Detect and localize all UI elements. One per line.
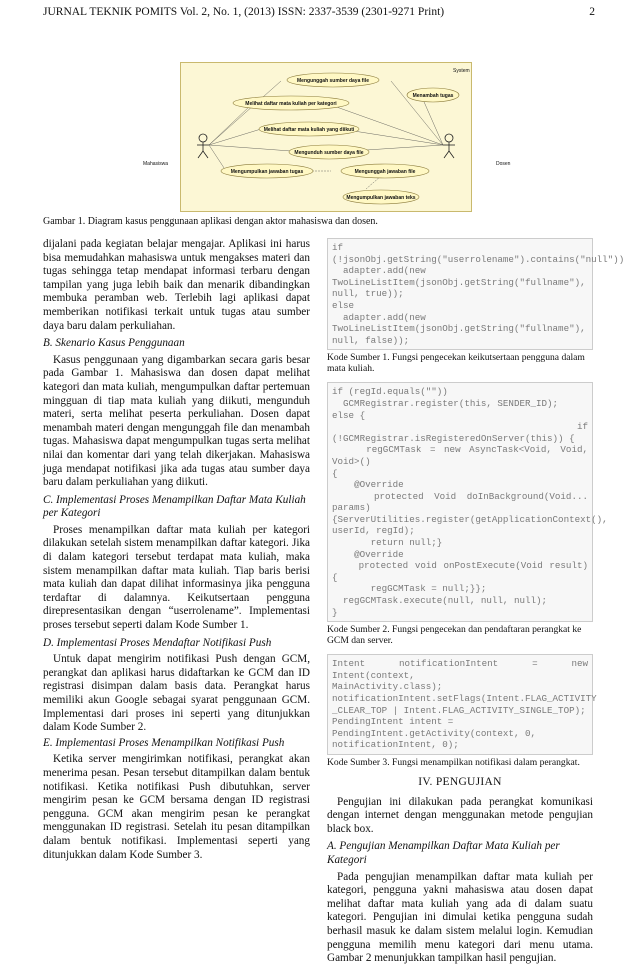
actor-dosen-label: Dosen [496,161,511,167]
paragraph: Pada pengujian menampilkan daftar mata kuliah per kategori, pengguna yakni mahasiswa atau dosen dapat melihat daftar mata kuliah yang ada di dalam suatu kategori. Pengujian ini dimulai ketika pengguna sudah berhasil masuk ke dalam sistem melalui login. Kemudian pengguna memilih menu kategori dari menu utama. Gambar 2 menunjukkan tampilkan hasil pengujian. [327,870,593,965]
figure-caption: Gambar 1. Diagram kasus penggunaan aplikasi dengan aktor mahasiswa dan dosen. [43,216,378,227]
right-column [327,238,625,968]
use-case-diagram [143,62,511,212]
uc-label-7: Mengunggah jawaban file [354,169,416,175]
section-heading-b: B. Skenario Kasus Penggunaan [43,337,185,350]
page-number: 2 [589,6,595,18]
uc-label-5: Mengunduh sumber daya file [294,150,364,156]
code-listing-1: if (!jsonObj.getString("userrolename").contains("null")) adapter.add(new TwoLineListItem(jsonObj.getString("fullname"), null, true)); else adapter.add(new TwoLineListItem(jsonObj.getString("fullname"), null, false)); [327,238,593,350]
system-label: System [453,68,470,74]
uc-label-4: Melihat daftar mata kuliah yang diikuti [263,127,355,133]
code-listing-2: if (regId.equals("")) GCMRegistrar.register(this, SENDER_ID); else { if (!GCMRegistrar.isRegisteredOnServer(this)) { regGCMTask = new AsyncTask<Void, Void, Void>() { @Override protected Void doInBackground(Void... params) {ServerUtilities.register(getApplicationContext(), userId, regId); return null;} @Override protected void onPostExecute(Void result) { regGCMTask = null;}}; regGCMTask.execute(null, null, null); } [327,382,593,622]
uc-label-3: Melihat daftar mata kuliah per kategori [245,101,337,107]
section-heading-d: D. Implementasi Proses Mendaftar Notifikasi Push [43,636,272,649]
uc-label-1: Mengunggah sumber daya file [297,78,369,84]
use-case-svg [143,63,511,211]
uc-label-6: Mengumpulkan jawaban tugas [230,169,304,175]
code-listing-3: Intent notificationIntent = new Intent(context, MainActivity.class); notificationIntent.setFlags(Intent.FLAG_ACTIVITY _CLEAR_TOP | Intent.FLAG_ACTIVITY_SINGLE_TOP); PendingIntent intent = PendingIntent.getActivity(context, 0, notificationIntent, 0); [327,654,593,755]
paragraph: Pengujian ini dilakukan pada perangkat komunikasi dengan internet dengan menggunakan metode pengujian black box. [327,795,593,835]
uc-label-2: Menambah tugas [412,93,454,99]
paragraph: Untuk dapat mengirim notifikasi Push dengan GCM, perangkat dan aplikasi harus didaftarkan ke GCM dan ID registrasi disimpan dalam basis data. Perangkat harus memiliki akun Google sebagai syarat penggunaan GCM. Implementasi dari proses ini seperti yang ditunjukkan dalam Kode Sumber 2. [43,653,310,734]
page-header [43,6,595,18]
section-heading-iv: IV. PENGUJIAN [418,775,502,788]
actor-dosen [443,134,455,158]
left-column [43,238,310,864]
section-heading-c: C. Implementasi Proses Menampilkan Daftar Mata Kuliah per Kategori [43,493,306,520]
paragraph: dijalani pada kegiatan belajar mengajar. Aplikasi ini harus bisa memudahkan mahasiswa untuk mengakses materi dan tugas sehingga tetap mendapat informasi terbaru dengan tampilan yang juga lebih baik dan menarik dibandingkan membuka peramban web. Terlebih lagi aplikasi dapat memberikan notifikasi terkait untuk tugas atau sumber daya baru dalam perkuliahan. [43,238,310,332]
actor-mahasiswa-label: Mahasiswa [143,161,169,167]
code-caption-3: Kode Sumber 3. Fungsi menampilkan notifikasi dalam perangkat. [327,756,580,768]
paragraph: Ketika server mengirimkan notifikasi, perangkat akan menerima pesan. Pesan tersebut ditampilkan dalam bentuk notifikasi. Ketika notifikasi Push dibutuhkan, server mengirim pesan ke GCM bersama dengan ID registrasi pengguna. GCM akan mengirim pesan ke perangkat menggunakan ID registrasi. Setelah itu pesan ditampilkan dalam bentuk notifikasi. Implementasi seperti yang ditunjukkan dalam Kode Sumber 3. [43,753,310,861]
code-caption-1: Kode Sumber 1. Fungsi pengecekan keikutsertaan pengguna dalam mata kuliah. [327,352,585,375]
code-caption-2: Kode Sumber 2. Fungsi pengecekan dan pendaftaran perangkat ke GCM dan server. [327,624,582,647]
section-heading-a: A. Pengujian Menampilkan Daftar Mata Kuliah per Kategori [327,840,560,866]
actor-mahasiswa [197,134,209,158]
uc-label-8: Mengumpulkan jawaban teks [346,195,416,201]
paragraph: Proses menampilkan daftar mata kuliah per kategori dilakukan setelah sistem menampilkan daftar kategori. Jika di dalam kategori tersebut terdapat mata kuliah, maka sistem menampilkan daftar mata kuliah. Tiap baris berisi mata kuliah dan dapat dilihat informasinya jika pengguna terdaftar di dalamnya. Keikutsertaan pengguna direpresentasikan dengan “userrolename”. Implementasi proses tersebut seperti dalam Kode Sumber 1. [43,523,310,632]
section-heading-e: E. Implementasi Proses Menampilkan Notifikasi Push [43,736,285,749]
journal-title: JURNAL TEKNIK POMITS Vol. 2, No. 1, (2013) ISSN: 2337-3539 (2301-9271 Print) [43,6,445,18]
paragraph: Kasus penggunaan yang digambarkan secara garis besar pada Gambar 1. Mahasiswa dan dosen dapat melihat kategori dan mata kuliah, mengumpulkan daftar pertemuan mingguan di tiap mata kuliah yang diikuti, mengunduh materi, serta melihat peserta perkuliahan. Dosen dapat menambah materi dengan mengunggah file dan menambah tugas. Mahasiswa dapat mengumpulkan tugas serta melihat nilai dan komentar dari yang telah dikerjakan. Mahasiswa juga mendapat notifikasi jika ada tugas atau sumber daya baru dalam perkuliahan yang diikuti. [43,353,310,489]
